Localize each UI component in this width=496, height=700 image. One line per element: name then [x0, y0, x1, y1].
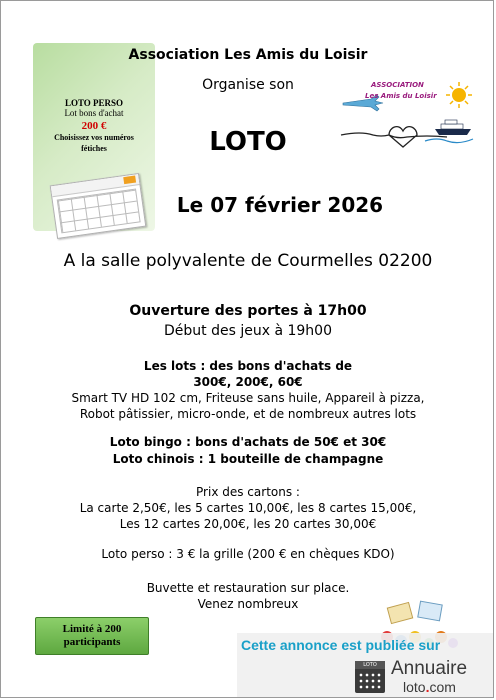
association-name: Association Les Amis du Loisir — [128, 47, 368, 63]
card-amount: 200 € — [81, 120, 107, 132]
chinois-prize: Loto chinois : 1 bouteille de champagne — [112, 452, 384, 466]
closing-line-1: Buvette et restauration sur place. — [146, 581, 350, 595]
doors-opening: Ouverture des portes à 17h00 — [129, 303, 367, 319]
prizes-heading: Les lots : des bons d'achats de — [143, 359, 353, 373]
annuaire-logo[interactable]: Annuaire loto.com — [391, 658, 468, 695]
event-date: Le 07 février 2026 — [176, 193, 384, 217]
prizes-line-1: Smart TV HD 102 cm, Friteuse sans huile, Appareil à pizza, — [71, 391, 425, 405]
footer-text: Cette annonce est publiée sur — [241, 637, 441, 653]
brand-com: com — [429, 679, 456, 695]
loto-title: LOTO — [209, 127, 287, 157]
badge-line-2: participants — [63, 636, 121, 648]
participants-limit-badge — [35, 617, 149, 655]
card-subtitle: Lot bons d'achat — [64, 108, 124, 118]
badge-line-1: Limité à 200 — [62, 623, 122, 635]
pricing-line-2: Les 12 cartes 20,00€, les 20 cartes 30,00€ — [119, 517, 377, 531]
loto-card-icon — [355, 661, 385, 693]
loto-perso-price: Loto perso : 3 € la grille (200 € en chèques KDO) — [101, 547, 395, 561]
card-title: LOTO PERSO — [64, 98, 124, 108]
event-venue: A la salle polyvalente de Courmelles 02200 — [63, 251, 433, 271]
pricing-line-1: La carte 2,50€, les 5 cartes 10,00€, les 8 cartes 15,00€, — [79, 501, 417, 515]
brand-loto: loto — [403, 679, 426, 695]
card-line-1: Choisissez vos numéros — [54, 133, 134, 142]
annuaire-footer[interactable] — [237, 633, 494, 698]
closing-line-2: Venez nombreux — [197, 597, 299, 611]
prizes-line-2: Robot pâtissier, micro-onde, et de nombreux autres lots — [79, 407, 417, 421]
logo-title: ASSOCIATION — [371, 81, 424, 89]
games-start: Début des jeux à 19h00 — [164, 323, 332, 339]
logo-subtitle: Les Amis du Loisir — [365, 92, 437, 100]
loto-card-icon-label: LOTO — [355, 661, 385, 669]
card-line-2: fétiches — [81, 144, 107, 153]
brand-annuaire: Annuaire — [391, 658, 468, 679]
organise-text: Organise son — [202, 77, 294, 93]
prizes-amounts: 300€, 200€, 60€ — [193, 375, 303, 389]
bingo-prize: Loto bingo : bons d'achats de 50€ et 30€ — [109, 435, 387, 449]
pricing-heading: Prix des cartons : — [196, 485, 300, 499]
